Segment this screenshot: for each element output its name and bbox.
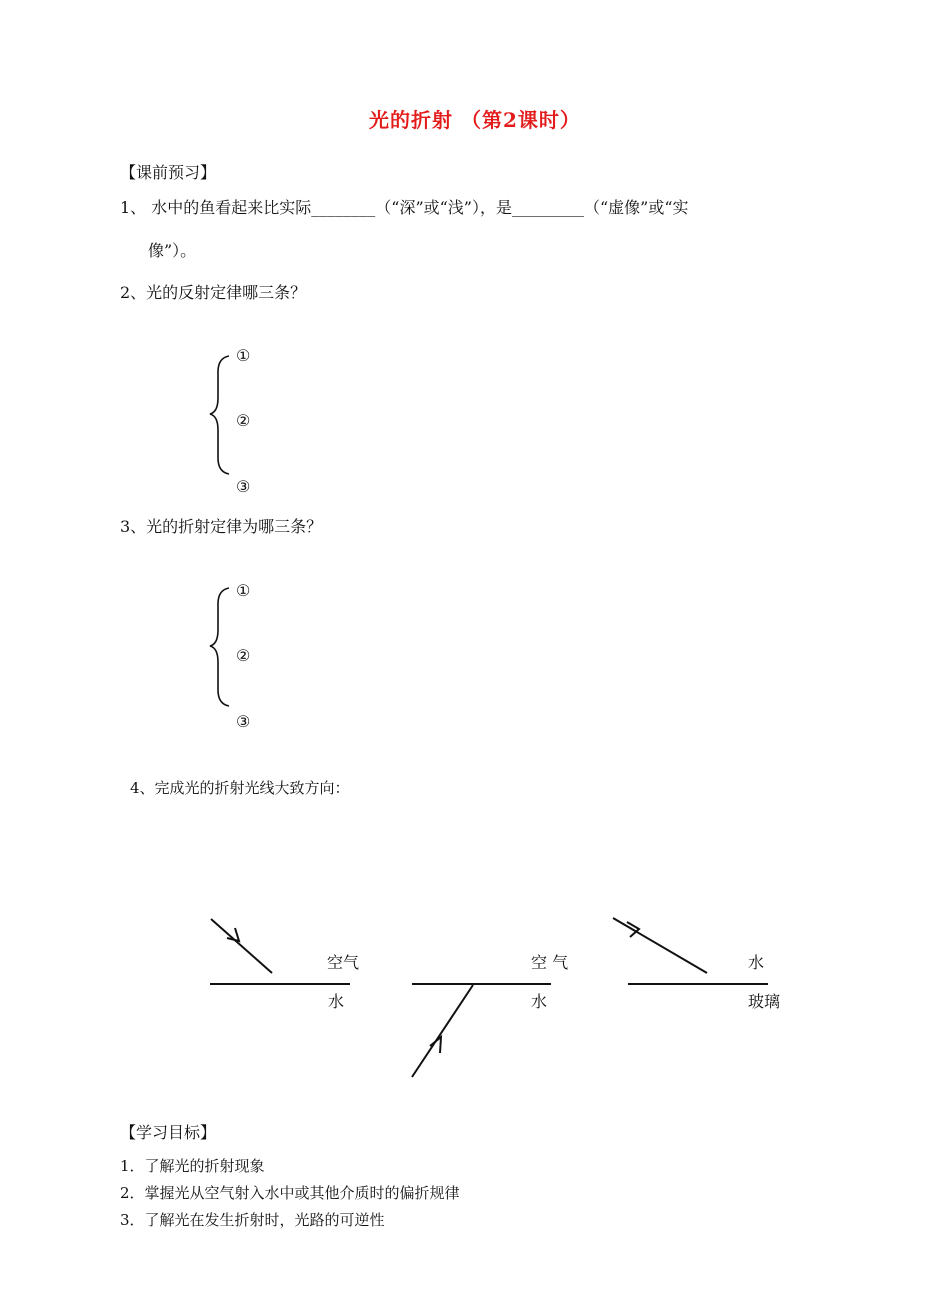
objective-item-3: 3．了解光在发生折射时，光路的可逆性 <box>120 1211 385 1229</box>
objective-item-1: 1．了解光的折射现象 <box>120 1157 265 1175</box>
diagram-3-medium-bottom: 玻璃 <box>748 992 781 1011</box>
incident-ray <box>211 919 272 973</box>
diagram-2-medium-bottom: 水 <box>531 992 548 1011</box>
marker-1: ① <box>236 581 251 600</box>
diagram-1-medium-top: 空气 <box>327 953 360 972</box>
arrow-head <box>430 1037 441 1053</box>
objectives-header: 【学习目标】 <box>120 1123 217 1142</box>
marker-1: ① <box>236 346 251 365</box>
marker-3: ③ <box>236 477 251 496</box>
question-1-line-1: 1、 水中的鱼看起来比实际________（“深”或“浅”），是_________（“虚像”或“实 <box>120 198 689 217</box>
diagram-2-medium-top: 空 气 <box>531 953 569 972</box>
question-3: 3、光的折射定律为哪三条？ <box>120 517 323 536</box>
marker-2: ② <box>236 411 251 430</box>
preview-header: 【课前预习】 <box>120 163 217 182</box>
incident-ray <box>613 918 707 973</box>
marker-3: ③ <box>236 712 251 731</box>
question-2: 2、光的反射定律哪三条？ <box>120 283 307 302</box>
page-title: 光的折射 （第2课时） <box>369 108 581 132</box>
diagram-1-medium-bottom: 水 <box>328 992 345 1011</box>
question-1-line-2: 像”）。 <box>148 241 197 260</box>
incident-ray <box>412 985 473 1077</box>
marker-2: ② <box>236 646 251 665</box>
diagram-3-medium-top: 水 <box>748 953 765 972</box>
question-4: 4、完成光的折射光线大致方向： <box>130 779 350 797</box>
objective-item-2: 2．掌握光从空气射入水中或其他介质时的偏折规律 <box>120 1184 460 1202</box>
diagram-3 <box>613 918 768 984</box>
